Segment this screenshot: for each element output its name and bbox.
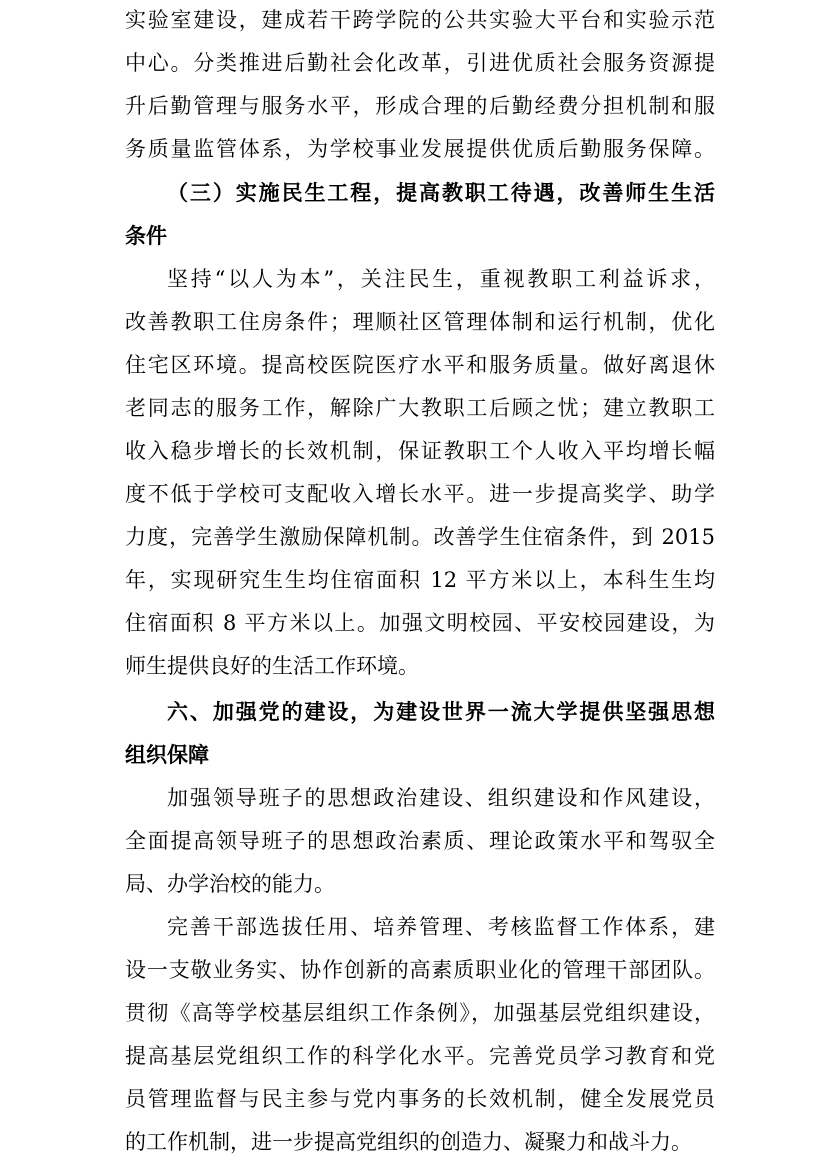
text-line: 住宿面积 8 平方米以上。加强文明校园、平安校园建设，为 bbox=[125, 611, 715, 635]
text-line: 收入稳步增长的长效机制，保证教职工个人收入平均增长幅 bbox=[125, 439, 715, 463]
paragraph-first-line: 坚持“以人为本”，关注民生，重视教职工利益诉求， bbox=[167, 267, 715, 291]
text-line: 中心。分类推进后勤社会化改革，引进优质社会服务资源提 bbox=[125, 51, 715, 75]
text-line: 设一支敬业务实、协作创新的高素质职业化的管理干部团队。 bbox=[125, 958, 715, 982]
paragraph-first-line: 加强领导班子的思想政治建设、组织建设和作风建设， bbox=[167, 786, 715, 810]
section-heading-continued: 组织保障 bbox=[125, 743, 209, 767]
paragraph-first-line: 完善干部选拔任用、培养管理、考核监督工作体系，建 bbox=[167, 915, 715, 939]
text-line: 贯彻《高等学校基层组织工作条例》，加强基层党组织建设， bbox=[125, 1001, 715, 1025]
section-heading-continued: 条件 bbox=[125, 224, 167, 248]
text-line: 员管理监督与民主参与党内事务的长效机制，健全发展党员 bbox=[125, 1087, 715, 1111]
section-heading: 六、加强党的建设，为建设世界一流大学提供坚强思想 bbox=[167, 700, 715, 724]
text-line: 的工作机制，进一步提高党组织的创造力、凝聚力和战斗力。 bbox=[125, 1130, 692, 1154]
text-line: 改善教职工住房条件；理顺社区管理体制和运行机制，优化 bbox=[125, 310, 715, 334]
text-line: 老同志的服务工作，解除广大教职工后顾之忧；建立教职工 bbox=[125, 396, 715, 420]
text-line: 年，实现研究生生均住宿面积 12 平方米以上，本科生生均 bbox=[125, 568, 715, 592]
text-line: 实验室建设，建成若干跨学院的公共实验大平台和实验示范 bbox=[125, 8, 715, 32]
text-line: 力度，完善学生激励保障机制。改善学生住宿条件，到 2015 bbox=[125, 525, 715, 549]
text-line: 务质量监管体系，为学校事业发展提供优质后勤服务保障。 bbox=[125, 137, 715, 161]
text-line: 全面提高领导班子的思想政治素质、理论政策水平和驾驭全 bbox=[125, 829, 715, 853]
text-line: 住宅区环境。提高校医院医疗水平和服务质量。做好离退休 bbox=[125, 353, 715, 377]
section-heading: （三）实施民生工程，提高教职工待遇，改善师生生活 bbox=[167, 181, 715, 205]
text-line: 升后勤管理与服务水平，形成合理的后勤经费分担机制和服 bbox=[125, 94, 715, 118]
text-line: 师生提供良好的生活工作环境。 bbox=[125, 654, 419, 678]
text-line: 提高基层党组织工作的科学化水平。完善党员学习教育和党 bbox=[125, 1044, 715, 1068]
text-line: 局、办学治校的能力。 bbox=[125, 872, 335, 896]
text-line: 度不低于学校可支配收入增长水平。进一步提高奖学、助学 bbox=[125, 482, 715, 506]
